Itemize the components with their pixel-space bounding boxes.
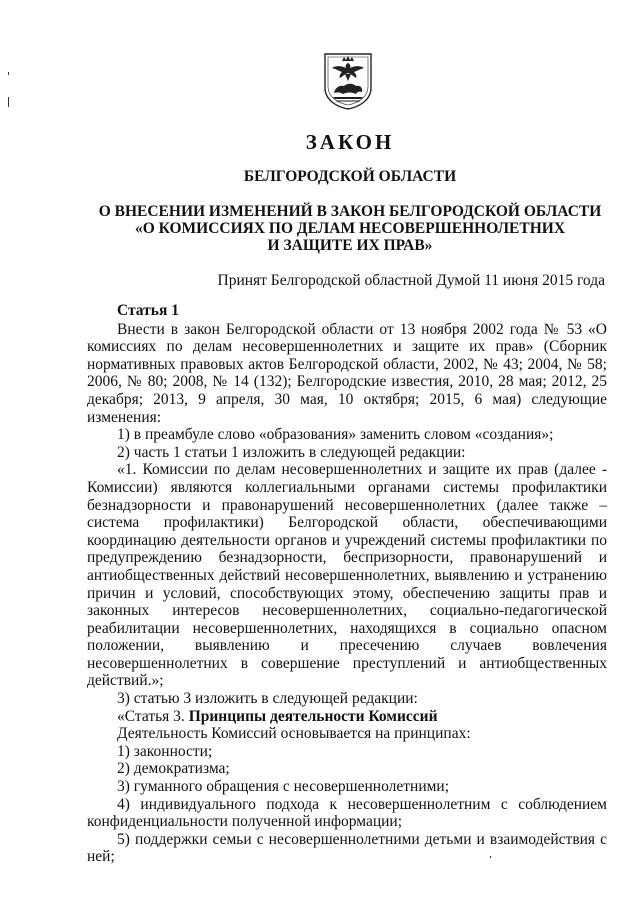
amendment-item: 2) часть 1 статьи 1 изложить в следующей редакции: xyxy=(117,443,466,461)
article-intro: Внести в закон Белгородской области от 13 ноября 2002 года № 53 «О комиссиях по делам несовершеннолетних и защите их прав» (Сборник нормативных правовых актов Белгородской области, 2002, № 43; 2004, № 58; 2006, № 80; 2008, № 14 (132); Белгородские известия, 2010, 28 мая; 2012, 25 декабря; 2013, 9 апреля, 30 мая, 10 октября; 2015, 6 мая) следующие изменения: xyxy=(87,320,607,426)
heading-line: «О КОМИССИЯХ ПО ДЕЛАМ НЕСОВЕРШЕННОЛЕТНИХ xyxy=(134,220,566,237)
article-3-title: Принципы деятельности Комиссий xyxy=(188,707,438,725)
article-title: Статья 1 xyxy=(117,302,179,319)
margin-mark xyxy=(8,72,9,75)
belgorod-coat-of-arms-icon xyxy=(323,52,373,110)
principle-item: 5) поддержки семьи с несовершеннолетними детьми и взаимодействия с ней; xyxy=(87,830,607,866)
principle-item: 1) законности; xyxy=(117,742,213,760)
article-3-intro: Деятельность Комиссий основывается на принципах: xyxy=(117,725,471,743)
acceptance-note: Принят Белгородской областной Думой 11 июня 2015 года xyxy=(217,272,605,289)
amendment-item: 3) статью 3 изложить в следующей редакции: xyxy=(117,690,418,708)
document-body xyxy=(87,302,607,866)
principle-item: 4) индивидуального подхода к несовершеннолетним с соблюдением конфиденциальности полученной информации; xyxy=(87,795,607,831)
document-subtitle: БЕЛГОРОДСКОЙ ОБЛАСТИ xyxy=(243,168,457,185)
principle-item: 3) гуманного обращения с несовершеннолетними; xyxy=(117,778,450,796)
margin-mark xyxy=(8,97,9,107)
document-heading xyxy=(0,203,640,254)
heading-line: И ЗАЩИТЕ ИХ ПРАВ» xyxy=(267,237,433,254)
article-3-heading xyxy=(87,708,607,726)
document-title: ЗАКОН xyxy=(305,130,395,154)
article-3-prefix: «Статья 3. xyxy=(117,707,189,725)
heading-line: О ВНЕСЕНИИ ИЗМЕНЕНИЙ В ЗАКОН БЕЛГОРОДСКОЙ ОБЛАСТИ xyxy=(98,203,602,220)
amendment-item: 1) в преамбуле слово «образования» заменить словом «создания»; xyxy=(117,426,554,444)
principle-item: 2) демократизма; xyxy=(117,760,230,778)
quoted-text: «1. Комиссии по делам несовершеннолетних и защите их прав (далее - Комиссии) являются коллегиальными органами системы профилактики безнадзорности и правонарушений несовершеннолетних (далее также – система профилактики) Белгородской области, обеспечивающими координацию деятельности органов и учреждений системы профилактики по предупреждению безнадзорности, беспризорности, правонарушений и антиобщественных действий несовершеннолетних, выявлению и устранению причин и условий, способствующих этому, обеспечению защиты прав и законных интересов несовершеннолетних, социально-педагогической реабилитации несовершеннолетних, находящихся в социально опасном положении, выявлению и пресечению случаев вовлечения несовершеннолетних в совершение преступлений и антиобщественных действий.»; xyxy=(87,461,607,690)
